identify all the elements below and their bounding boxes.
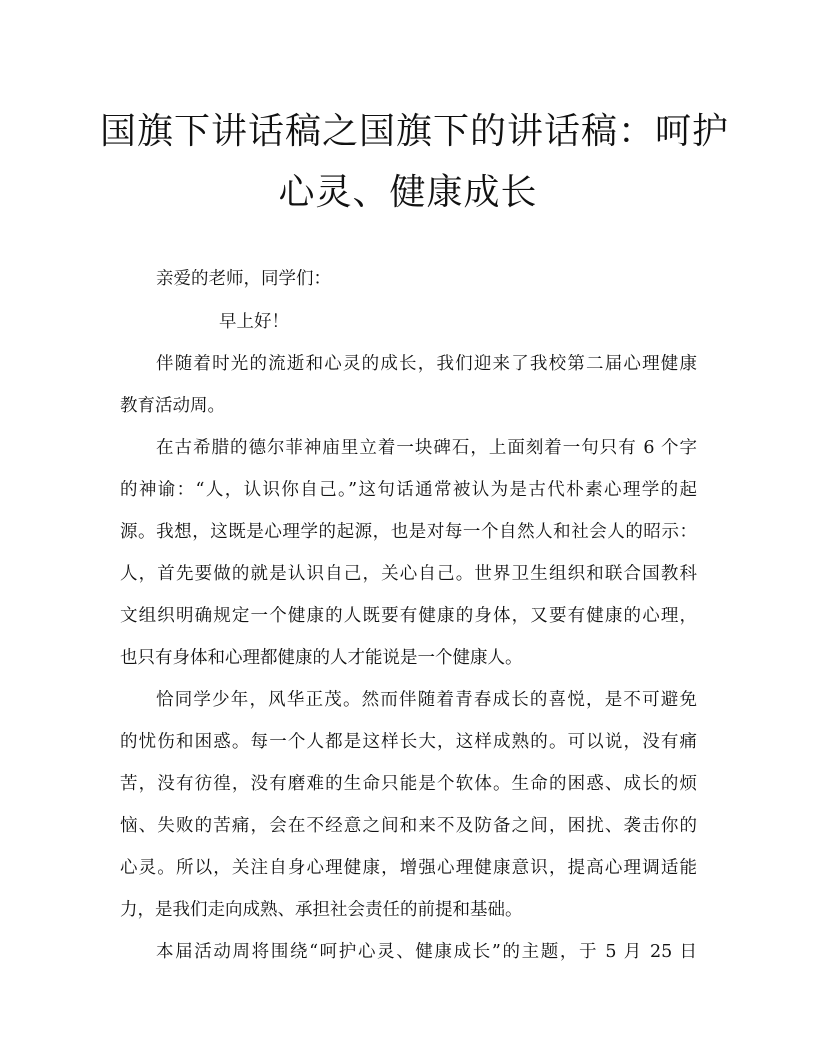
paragraph-line: 本届活动周将围绕“呵护心灵、健康成长”的主题，于 5 月 25 日 xyxy=(156,942,697,962)
paragraph-line: 苦，没有彷徨，没有磨难的生命只能是个软体。生命的困惑、成长的烦 xyxy=(120,774,697,794)
document-title-line-2: 心灵、健康成长 xyxy=(278,172,538,213)
salutation: 亲爱的老师，同学们： xyxy=(156,269,331,289)
paragraph-line: 恰同学少年，风华正茂。然而伴随着青春成长的喜悦，是不可避免 xyxy=(156,690,697,710)
paragraph-line: 力，是我们走向成熟、承担社会责任的前提和基础。 xyxy=(120,900,523,920)
paragraph-line: 心灵。所以，关注自身心理健康，增强心理健康意识，提高心理调适能 xyxy=(120,858,697,878)
paragraph-line: 伴随着时光的流逝和心灵的成长，我们迎来了我校第二届心理健康 xyxy=(156,354,697,374)
greeting: 早上好！ xyxy=(219,312,289,332)
paragraph-line: 在古希腊的德尔菲神庙里立着一块碑石，上面刻着一句只有 6 个字 xyxy=(156,438,697,458)
paragraph-line: 的神谕：“人，认识你自己。”这句话通常被认为是古代朴素心理学的起 xyxy=(120,480,697,500)
document-title-line-1: 国旗下讲话稿之国旗下的讲话稿：呵护 xyxy=(100,111,730,152)
paragraph-line: 文组织明确规定一个健康的人既要有健康的身体，又要有健康的心理， xyxy=(120,606,697,626)
paragraph-line: 人，首先要做的就是认识自己，关心自己。世界卫生组织和联合国教科 xyxy=(120,564,697,584)
paragraph-line: 恼、失败的苦痛，会在不经意之间和来不及防备之间，困扰、袭击你的 xyxy=(120,816,697,836)
paragraph-line: 也只有身体和心理都健康的人才能说是一个健康人。 xyxy=(120,648,523,668)
paragraph-line: 源。我想，这既是心理学的起源，也是对每一个自然人和社会人的昭示： xyxy=(120,522,697,542)
paragraph-line: 的忧伤和困惑。每一个人都是这样长大，这样成熟的。可以说，没有痛 xyxy=(120,732,697,752)
paragraph-line: 教育活动周。 xyxy=(120,396,225,416)
